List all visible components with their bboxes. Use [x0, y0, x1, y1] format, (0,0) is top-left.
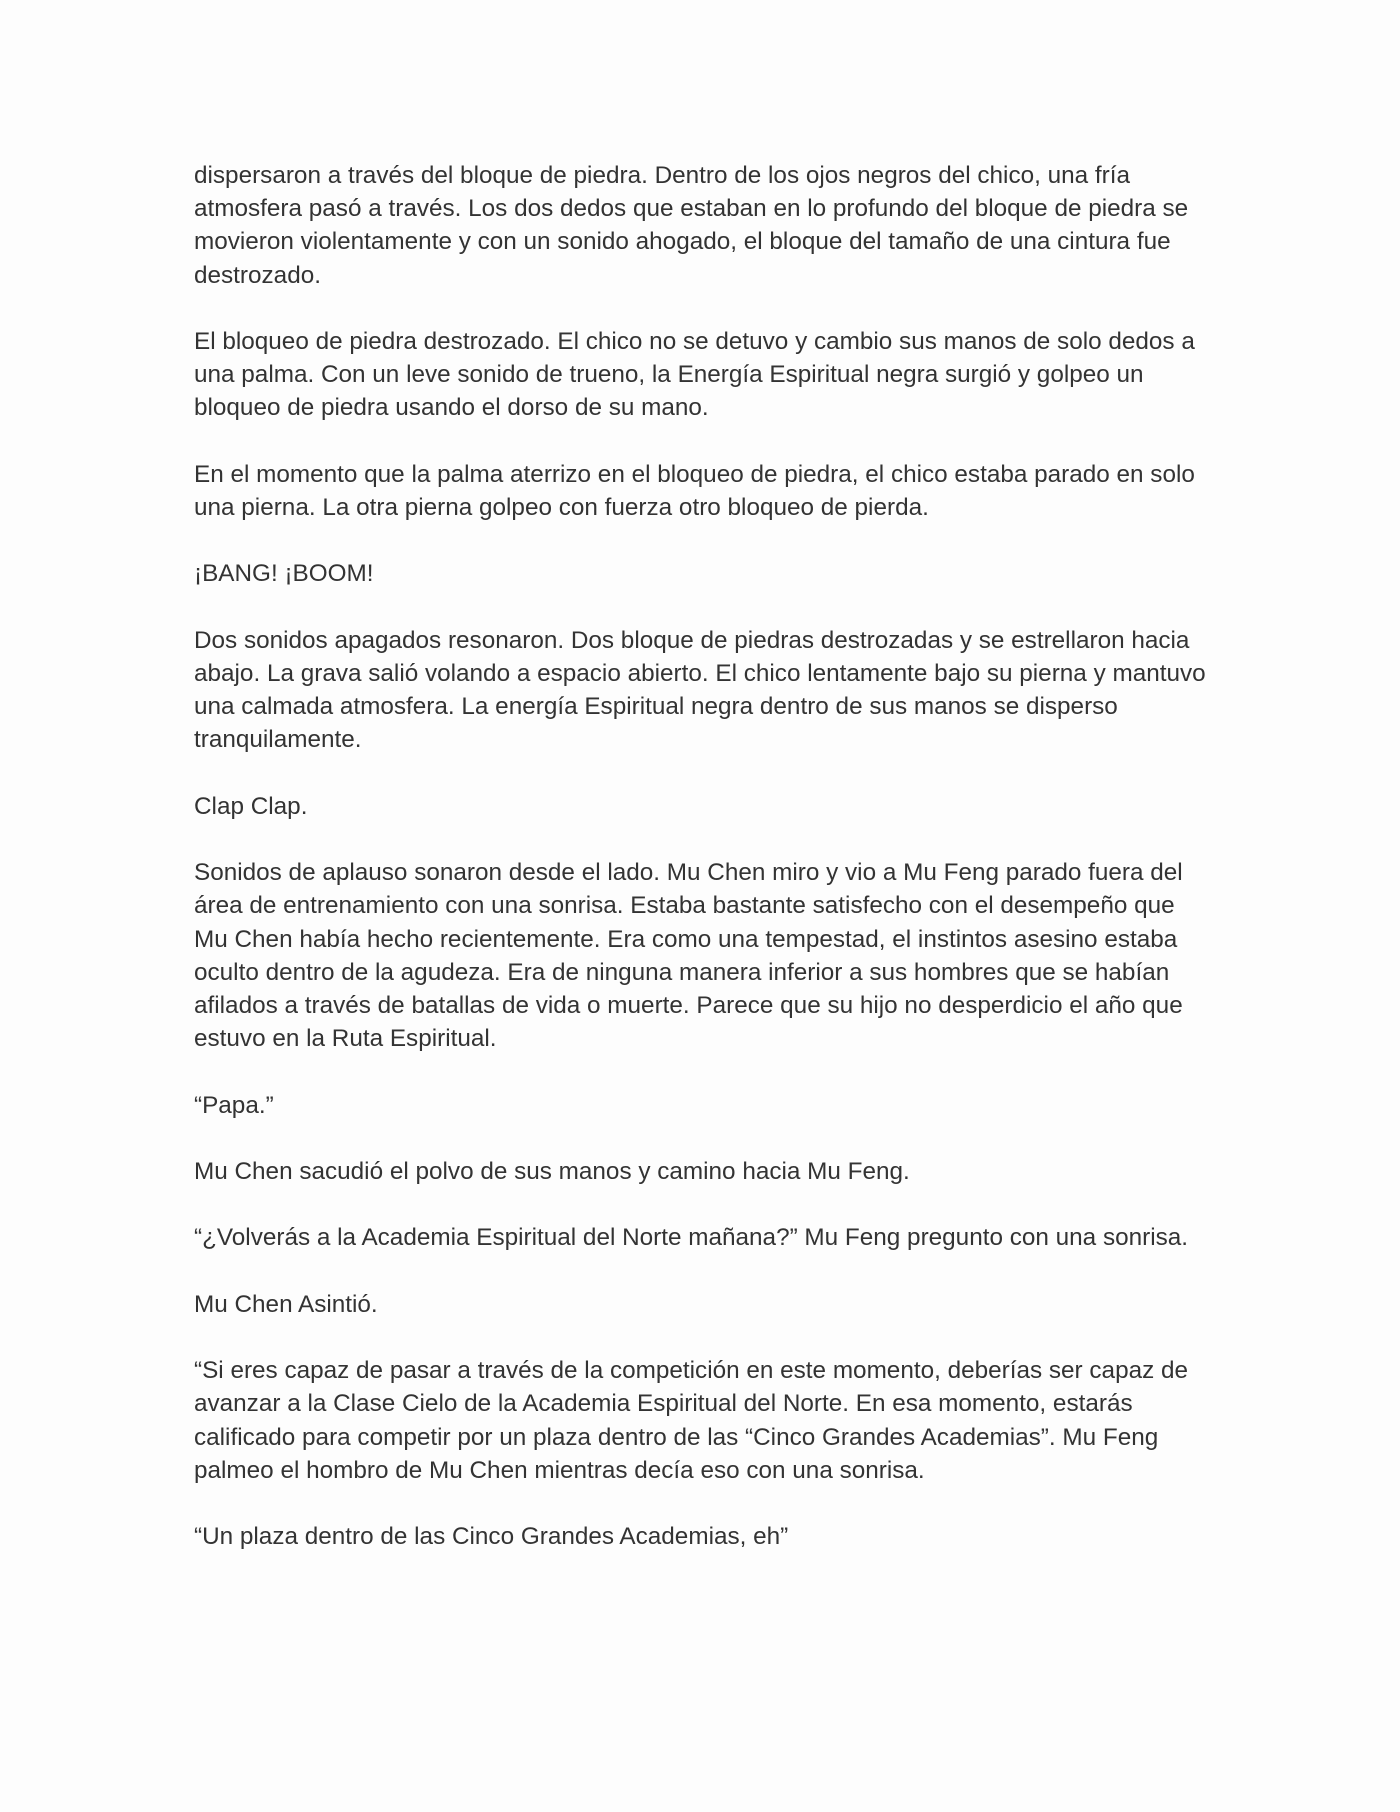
- document-body: [194, 159, 1210, 1553]
- paragraph-5: Dos sonidos apagados resonaron. Dos bloque de piedras destrozadas y se estrellaron hacia abajo. La grava salió volando a espacio abierto. El chico lentamente bajo su pierna y mantuvo una calmada atmosfera. La energía Espiritual negra dentro de sus manos se disperso tranquilamente.: [194, 626, 1206, 754]
- paragraph-9: Mu Chen sacudió el polvo de sus manos y camino hacia Mu Feng.: [194, 1157, 910, 1185]
- paragraph-12: “Si eres capaz de pasar a través de la competición en este momento, deberías ser capaz de avanzar a la Clase Cielo de la Academia Espiritual del Norte. En esa momento, estarás calificado para competir por un plaza dentro de las “Cinco Grandes Academias”. Mu Feng palmeo el hombro de Mu Chen mientras decía eso con una sonrisa.: [194, 1357, 1189, 1484]
- paragraph-10: “¿Volverás a la Academia Espiritual del Norte mañana?” Mu Feng pregunto con una sonrisa.: [194, 1224, 1189, 1252]
- paragraph-7: Sonidos de aplauso sonaron desde el lado. Mu Chen miro y vio a Mu Feng parado fuera del área de entrenamiento con una sonrisa. Estaba bastante satisfecho con el desempeño que Mu Chen había hecho recientemente. Era como una tempestad, el instintos asesino estaba oculto dentro de la agudeza. Era de ninguna manera inferior a sus hombres que se habían afilados a través de batallas de vida o muerte. Parece que su hijo no desperdicio el año que estuvo en la Ruta Espiritual.: [194, 859, 1183, 1053]
- paragraph-1: dispersaron a través del bloque de piedra. Dentro de los ojos negros del chico, una fría atmosfera pasó a través. Los dos dedos que estaban en lo profundo del bloque de piedra se movieron violentamente y con un sonido ahogado, el bloque del tamaño de una cintura fue destrozado.: [194, 162, 1189, 289]
- paragraph-3: En el momento que la palma aterrizo en el bloqueo de piedra, el chico estaba parado en solo una pierna. La otra pierna golpeo con fuerza otro bloqueo de pierda.: [194, 460, 1195, 521]
- paragraph-4: ¡BANG! ¡BOOM!: [194, 560, 374, 588]
- paragraph-6: Clap Clap.: [194, 792, 308, 820]
- paragraph-13: “Un plaza dentro de las Cinco Grandes Academias, eh”: [194, 1523, 789, 1551]
- paragraph-8: “Papa.”: [194, 1091, 274, 1119]
- paragraph-11: Mu Chen Asintió.: [194, 1290, 378, 1318]
- paragraph-2: El bloqueo de piedra destrozado. El chico no se detuvo y cambio sus manos de solo dedos a una palma. Con un leve sonido de trueno, la Energía Espiritual negra surgió y golpeo un bloqueo de piedra usando el dorso de su mano.: [194, 328, 1195, 422]
